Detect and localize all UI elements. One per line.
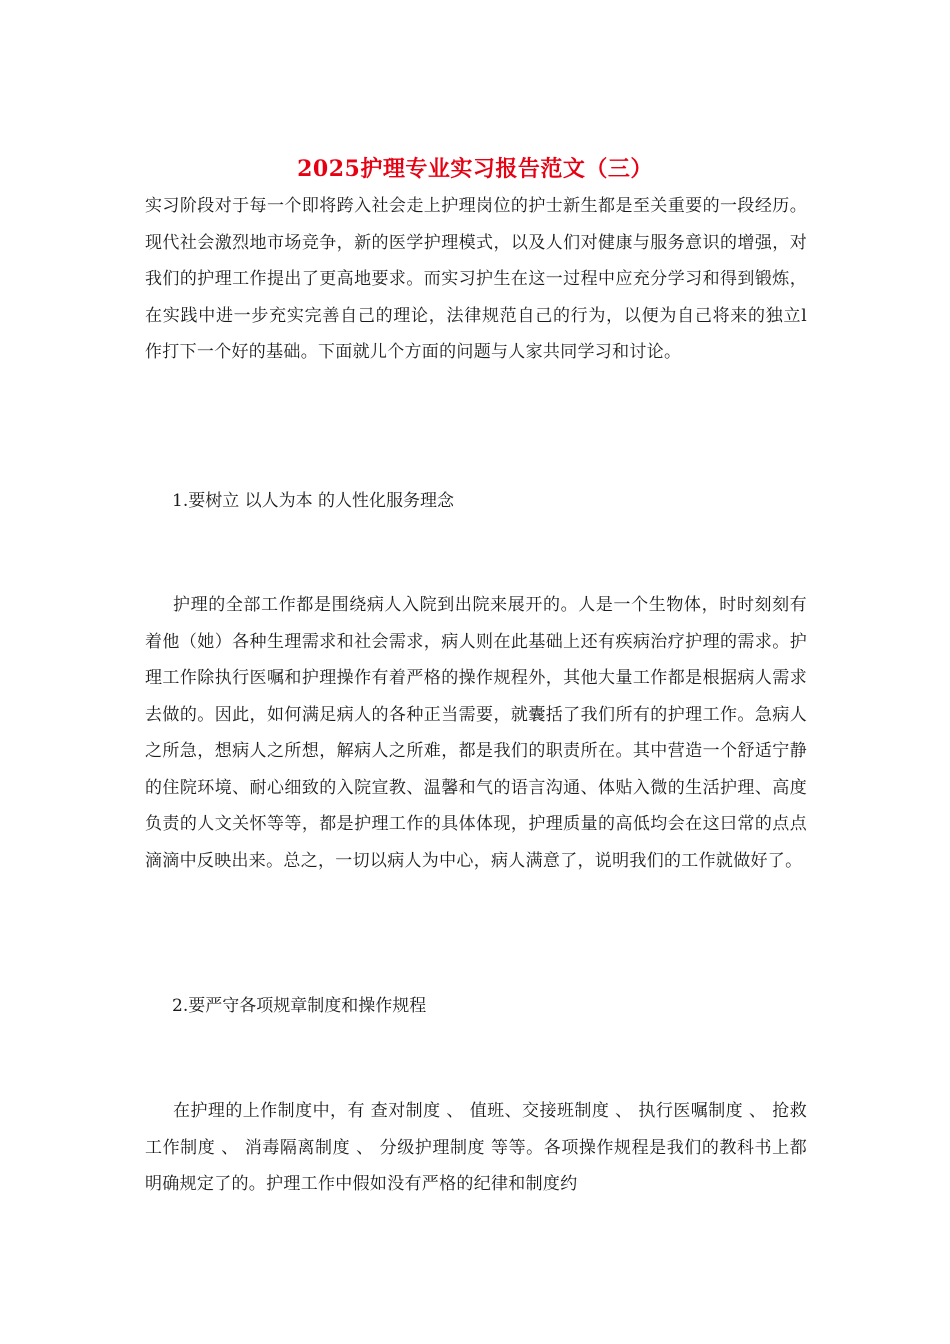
document-title: 2025护理专业实习报告范文（三） [297, 156, 653, 182]
section-heading-2: 2.要严守各项规章制度和操作规程 [172, 996, 427, 1016]
section-body-2: 在护理的上作制度中，有 查对制度 、 值班、交接班制度 、 执行医嘱制度 、 抢救工作制度 、 消毒隔离制度 、 分级护理制度 等等。各项操作规程是我们的教科书上都明确规定了的。护理工作中假如没有严格的纪律和制度约 [145, 1101, 807, 1194]
section-heading-1: 1.要树立 以人为本 的人性化服务理念 [172, 491, 455, 511]
section-body-1: 护理的全部工作都是围绕病人入院到出院来展开的。人是一个生物体，时时刻刻有着他（她）各种生理需求和社会需求，病人则在此基础上还有疾病治疗护理的需求。护理工作除执行医嘱和护理操作有着严格的操作规程外，其他大量工作都是根据病人需求去做的。因此，如何满足病人的各种正当需要，就囊括了我们所有的护理工作。急病人之所急，想病人之所想，解病人之所难，都是我们的职责所在。其中营造一个舒适宁静的住院环境、耐心细致的入院宣教、温馨和气的语言沟通、体贴入微的生活护理、高度负责的人文关怀等等，都是护理工作的具体体现，护理质量的高低均会在这曰常的点点滴滴中反映出来。总之，一切以病人为中心，病人满意了，说明我们的工作就做好了。 [145, 595, 807, 871]
intro-paragraph: 实习阶段对于每一个即将跨入社会走上护理岗位的护士新生都是至关重要的一段经历。现代社会激烈地市场竞争，新的医学护理模式，以及人们对健康与服务意识的增强，对我们的护理工作提出了更高地要求。而实习护生在这一过程中应充分学习和得到锻炼，在实践中进一步充实完善自己的理论，法律规范自己的行为，以便为自己将来的独立l作打下一个好的基础。下面就儿个方面的问题与人家共同学习和讨论。 [145, 196, 807, 362]
